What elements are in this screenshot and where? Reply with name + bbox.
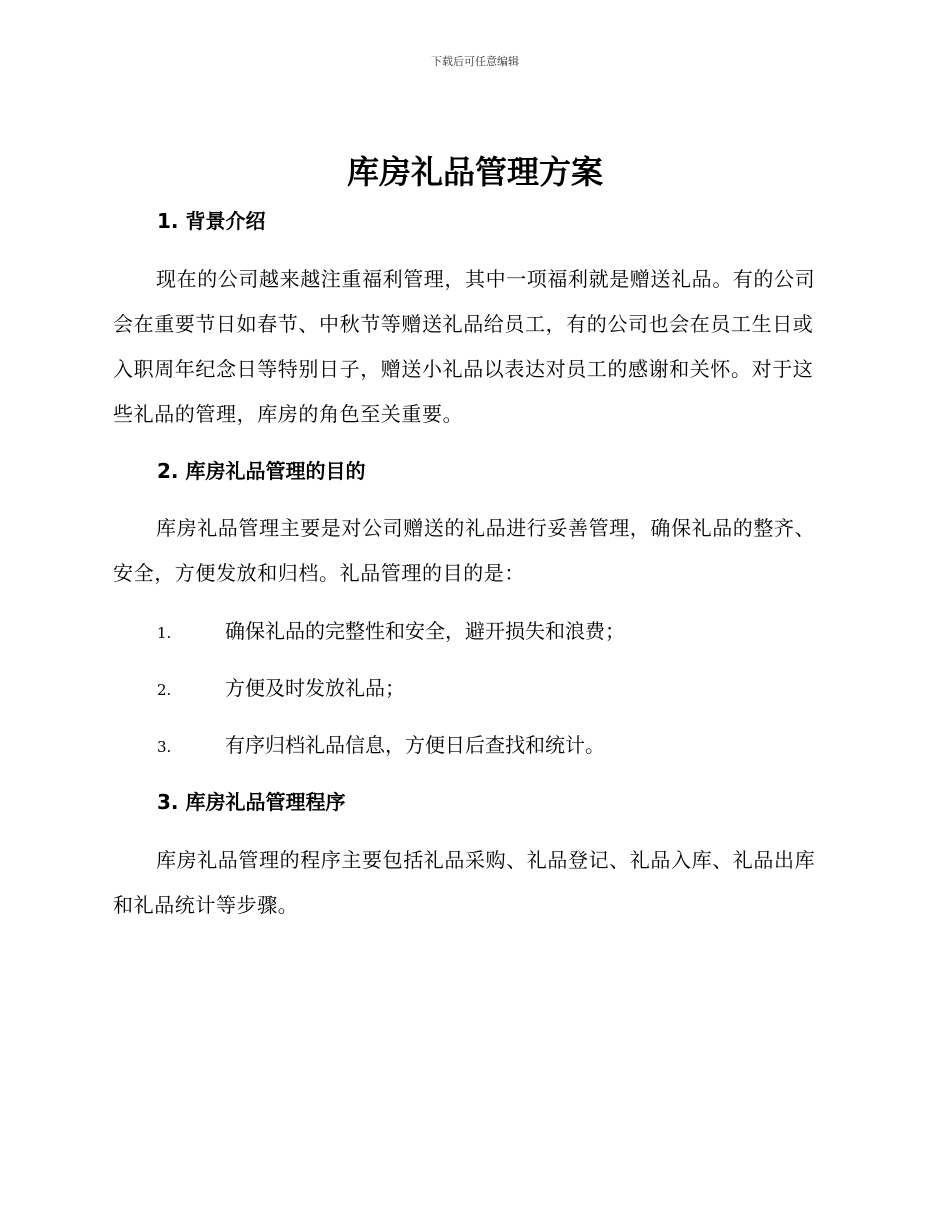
list-item-number: 2.	[157, 681, 172, 699]
section-heading-procedure: 3. 库房礼品管理程序	[157, 790, 346, 814]
section-paragraph-purpose: 库房礼品管理主要是对公司赠送的礼品进行妥善管理，确保礼品的整齐、安全，方便发放和归档。礼品管理的目的是：	[113, 516, 816, 585]
list-item-number: 3.	[157, 738, 172, 756]
section-paragraph-procedure: 库房礼品管理的程序主要包括礼品采购、礼品登记、礼品入库、礼品出库和礼品统计等步骤。	[113, 848, 816, 917]
list-item	[157, 617, 837, 647]
section-paragraph-background: 现在的公司越来越注重福利管理，其中一项福利就是赠送礼品。有的公司会在重要节日如春节、中秋节等赠送礼品给员工，有的公司也会在员工生日或入职周年纪念日等特别日子，赠送小礼品以表达对员工的感谢和关怀。对于这些礼品的管理，库房的角色至关重要。	[113, 267, 816, 426]
list-item-number: 1.	[157, 624, 172, 642]
list-item-text: 方便及时发放礼品；	[225, 676, 405, 700]
list-item	[157, 731, 837, 761]
document-title: 库房礼品管理方案	[346, 153, 603, 191]
list-item	[157, 674, 837, 704]
section-heading-purpose: 2. 库房礼品管理的目的	[157, 459, 366, 483]
header-note: 下载后可任意编辑	[431, 55, 519, 68]
list-item-text: 确保礼品的完整性和安全，避开损失和浪费；	[225, 619, 625, 643]
section-heading-background: 1. 背景介绍	[157, 209, 266, 233]
list-item-text: 有序归档礼品信息，方便日后查找和统计。	[225, 733, 605, 757]
